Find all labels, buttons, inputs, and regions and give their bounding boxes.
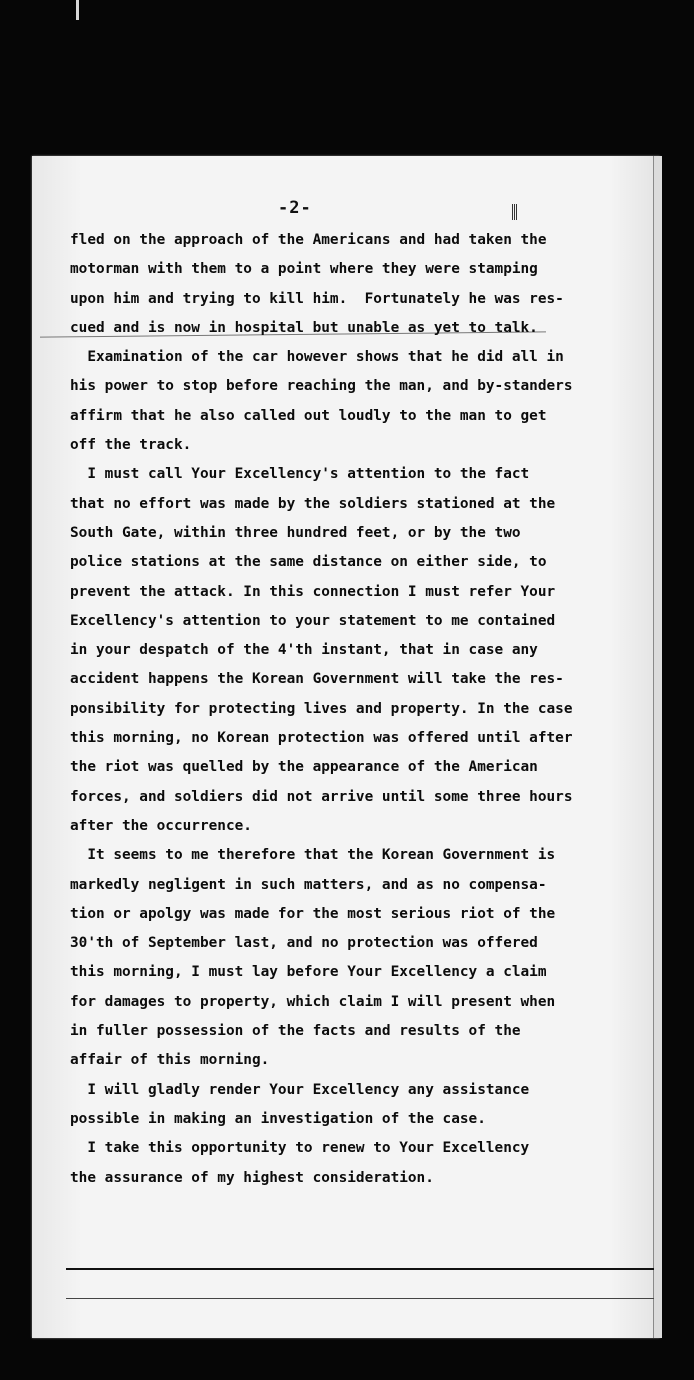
text-line: his power to stop before reaching the man, and by-standers — [70, 378, 573, 395]
text-line: I must call Your Excellency's attention to the fact — [70, 466, 530, 483]
bottom-rule-line-secondary — [66, 1298, 654, 1299]
film-edge-mark — [76, 0, 79, 20]
text-line: Excellency's attention to your statement to me contained — [70, 612, 556, 629]
text-line: affirm that he also called out loudly to the man to get — [70, 407, 547, 424]
text-line: motorman with them to a point where they were stamping — [70, 261, 538, 278]
text-line: affair of this morning. — [70, 1052, 270, 1069]
text-line: Examination of the car however shows that he did all in — [70, 349, 564, 366]
bottom-rule-line — [66, 1268, 654, 1270]
text-line: after the occurrence. — [70, 817, 252, 834]
text-line: the assurance of my highest consideration. — [70, 1169, 434, 1186]
text-line: that no effort was made by the soldiers stationed at the — [70, 495, 556, 512]
text-line: tion or apolgy was made for the most serious riot of the — [70, 905, 556, 922]
text-line: the riot was quelled by the appearance of the American — [70, 759, 538, 776]
text-line: I take this opportunity to renew to Your Excellency — [70, 1140, 530, 1157]
text-line: off the track. — [70, 437, 192, 454]
text-line: markedly negligent in such matters, and as no compensa- — [70, 876, 547, 893]
text-line: this morning, no Korean protection was offered until after — [70, 730, 573, 747]
text-line: accident happens the Korean Government will take the res- — [70, 671, 564, 688]
text-line: I will gladly render Your Excellency any assistance — [70, 1081, 530, 1098]
text-line: upon him and trying to kill him. Fortunately he was res- — [70, 290, 564, 307]
text-line: in fuller possession of the facts and results of the — [70, 1023, 521, 1040]
page-edge-shadow — [653, 156, 662, 1338]
text-line: South Gate, within three hundred feet, or by the two — [70, 524, 521, 541]
text-line: prevent the attack. In this connection I must refer Your — [70, 583, 556, 600]
margin-mark — [512, 204, 518, 220]
text-line: police stations at the same distance on either side, to — [70, 554, 547, 571]
text-line: possible in making an investigation of the case. — [70, 1110, 486, 1127]
page-number: -2- — [278, 198, 312, 218]
text-line: It seems to me therefore that the Korean Government is — [70, 847, 556, 864]
text-line: cued and is now in hospital but unable as yet to talk. — [70, 319, 538, 336]
text-line: in your despatch of the 4'th instant, that in case any — [70, 642, 538, 659]
text-line: for damages to property, which claim I will present when — [70, 993, 556, 1010]
letter-body — [70, 226, 600, 1193]
text-line: fled on the approach of the Americans and had taken the — [70, 232, 547, 248]
text-line: 30'th of September last, and no protection was offered — [70, 935, 538, 952]
text-line: ponsibility for protecting lives and property. In the case — [70, 700, 573, 717]
text-line: this morning, I must lay before Your Excellency a claim — [70, 964, 547, 981]
text-line: forces, and soldiers did not arrive until some three hours — [70, 788, 573, 805]
